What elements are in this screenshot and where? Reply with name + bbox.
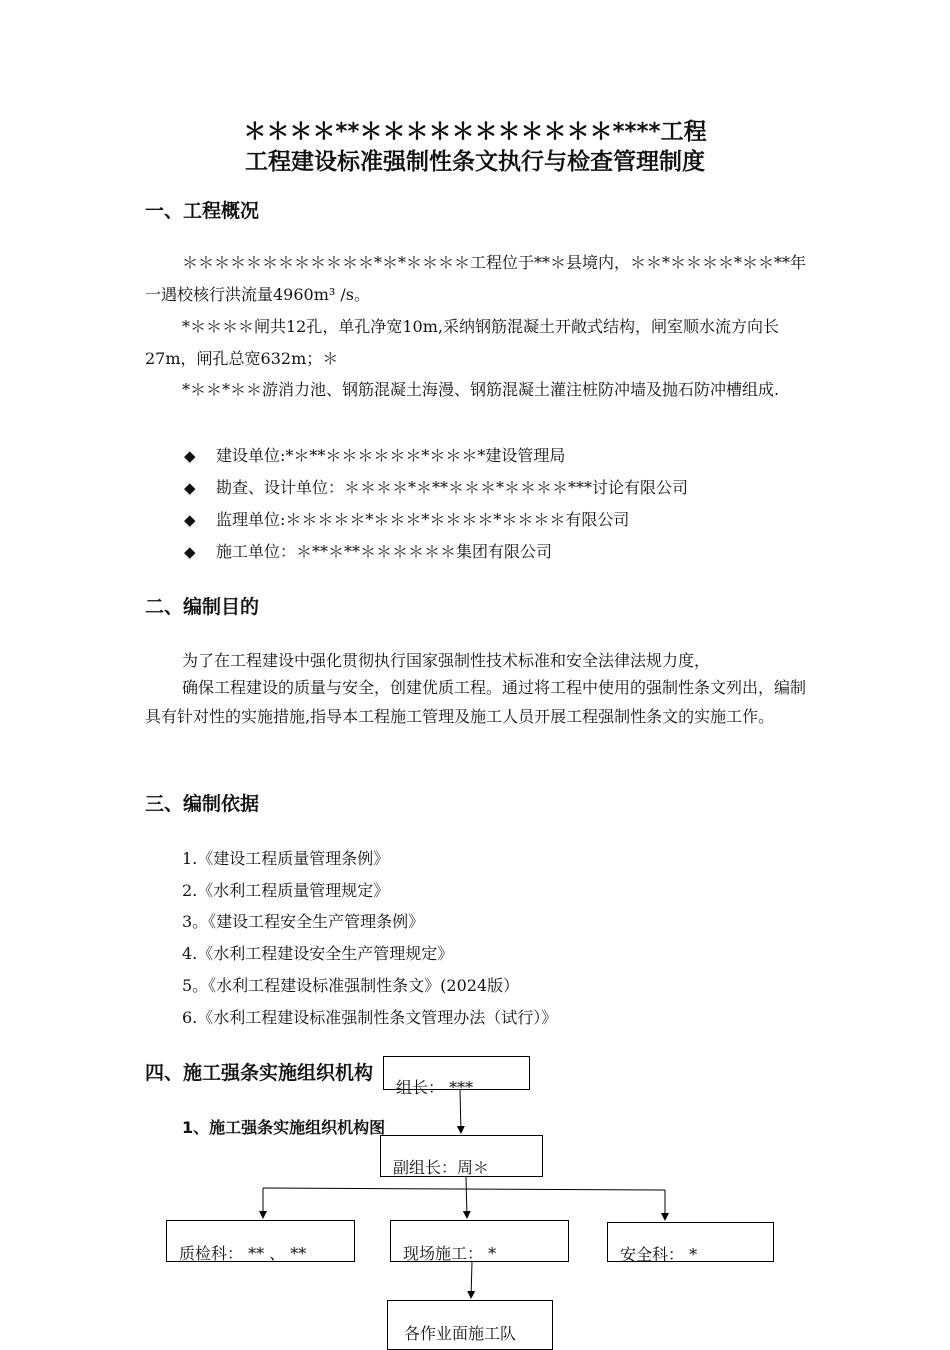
section2-para: 确保工程建设的质量与安全，创建优质工程。通过将工程中使用的强制性条文列出，编制具有针对性的实施措施,指导本工程施工管理及施工人员开展工程强制性条文的实施工作。 [145, 678, 807, 726]
diamond-bullet-icon: ◆ [184, 447, 196, 465]
bullet-text: 勘查、设计单位：＊＊＊＊*＊**＊＊＊*＊＊＊＊***讨论有限公司 [216, 478, 689, 497]
reference-item: 5。《水利工程建设标准强制性条文》(2024版） [182, 976, 520, 995]
document-title-line2: 工程建设标准强制性条文执行与检查管理制度 [245, 149, 705, 175]
reference-item: 2.《水利工程质量管理规定》 [182, 881, 390, 900]
section4-subheading: 1、施工强条实施组织机构图 [182, 1118, 386, 1137]
section1-para2: *＊＊＊＊闸共12孔，单孔净宽10m,采纳钢筋混凝土开敞式结构，闸室顺水流方向长27m，闸孔总宽632m；＊ [145, 317, 779, 368]
org-box-deputy [380, 1135, 543, 1177]
org-box-teams [387, 1300, 553, 1350]
section2-line1: 为了在工程建设中强化贯彻执行国家强制性技术标准和安全法律法规力度， [182, 651, 711, 670]
section3-heading: 三、编制依据 [145, 793, 260, 815]
bullet-text: 建设单位:*＊**＊＊＊＊＊＊*＊＊＊*建设管理局 [216, 446, 566, 465]
org-box-site [390, 1220, 569, 1262]
org-label-leader: 组长： *** [396, 1078, 474, 1097]
org-box-quality [166, 1220, 355, 1262]
diamond-bullet-icon: ◆ [184, 479, 196, 497]
reference-item: 1.《建设工程质量管理条例》 [182, 849, 390, 868]
section2-heading: 二、编制目的 [145, 596, 260, 618]
diamond-bullet-icon: ◆ [184, 511, 196, 529]
org-label-teams: 各作业面施工队 [404, 1324, 517, 1343]
diamond-bullet-icon: ◆ [184, 543, 196, 561]
document-title-line1: ＊＊＊＊**＊＊＊＊＊＊＊＊＊＊＊****工程 [243, 119, 707, 145]
section4-heading: 四、施工强条实施组织机构 [145, 1062, 374, 1084]
org-label-site: 现场施工： * [403, 1244, 497, 1263]
section1-heading: 一、工程概况 [145, 200, 260, 222]
bullet-text: 监理单位:＊＊＊＊＊*＊＊＊*＊＊＊＊*＊＊＊＊有限公司 [216, 510, 630, 529]
org-label-deputy: 副组长：周＊ [393, 1158, 490, 1177]
org-label-quality: 质检科： ** 、 ** [179, 1244, 307, 1263]
reference-item: 4.《水利工程建设安全生产管理规定》 [182, 944, 454, 963]
section1-para3: *＊＊*＊＊游消力池、钢筋混凝土海漫、钢筋混凝土灌注桩防冲墙及抛石防冲槽组成. [182, 380, 780, 399]
org-box-safety [607, 1222, 774, 1262]
reference-item: 3。《建设工程安全生产管理条例》 [182, 912, 425, 931]
org-label-safety: 安全科： * [620, 1245, 698, 1264]
bullet-text: 施工单位：＊**＊**＊＊＊＊＊＊集团有限公司 [216, 542, 553, 561]
reference-item: 6.《水利工程建设标准强制性条文管理办法（试行）》 [182, 1008, 558, 1027]
section1-para1: ＊＊＊＊＊＊＊＊＊＊＊＊*＊*＊＊＊＊工程位于**＊县境内，＊＊*＊＊＊＊*＊＊**年一遇校核行洪流量4960m³ /s。 [145, 253, 807, 304]
org-box-leader [383, 1056, 530, 1097]
